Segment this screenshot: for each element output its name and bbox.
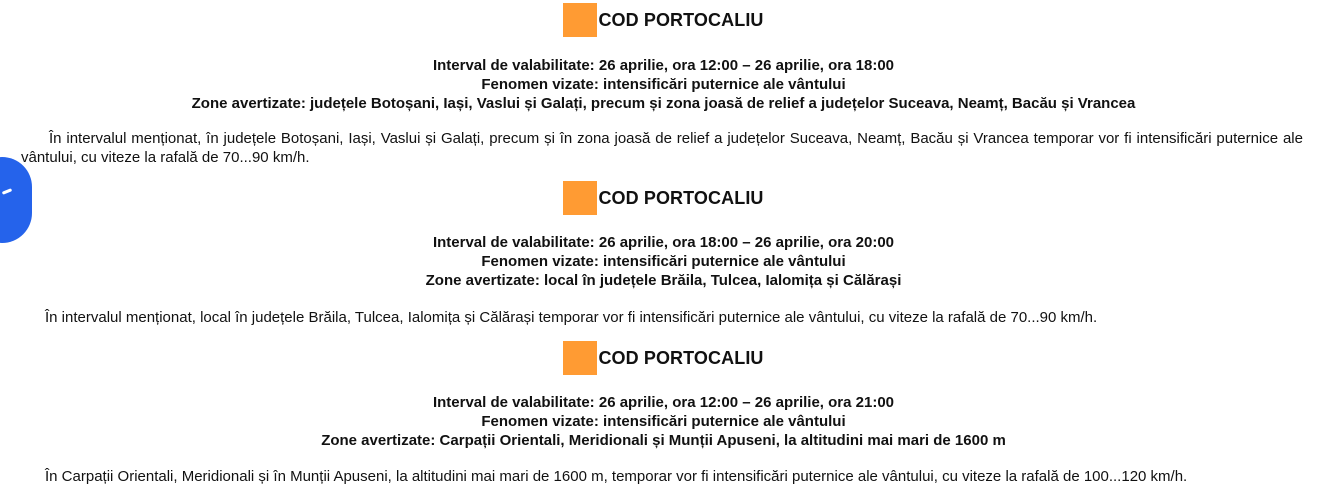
warned-zones: Zone avertizate: Carpații Orientali, Meridionali și Munții Apuseni, la altitudini mai mari de 1600 m [321, 432, 1006, 449]
code-heading [0, 340, 1327, 376]
validity-interval: Interval de valabilitate: 26 aprilie, ora 18:00 – 26 aprilie, ora 20:00 [432, 234, 895, 251]
code-heading [0, 180, 1327, 216]
minus-icon [2, 188, 12, 195]
orange-code-swatch [563, 341, 597, 375]
phenomenon: Fenomen vizate: intensificări puternice ale vântului [481, 253, 846, 270]
code-label: COD PORTOCALIU [598, 187, 764, 208]
orange-code-swatch [563, 181, 597, 215]
orange-code-swatch [563, 3, 597, 37]
warning-description: În intervalul menționat, local în județele Brăila, Tulcea, Ialomița și Călărași temporar vor fi intensificări puternice ale vântului, cu viteze la rafală de 70...90 km/h. [45, 309, 1098, 326]
code-heading [0, 2, 1327, 38]
warning-details [0, 393, 1327, 450]
warned-zones: Zone avertizate: local în județele Brăila, Tulcea, Ialomița și Călărași [425, 272, 902, 289]
validity-interval: Interval de valabilitate: 26 aprilie, ora 12:00 – 26 aprilie, ora 21:00 [432, 394, 895, 411]
code-label: COD PORTOCALIU [598, 347, 764, 368]
warning-block-1 [0, 2, 1327, 166]
warning-description: În intervalul menționat, în județele Botoșani, Iași, Vaslui și Galați, precum și în zona joasă de relief a județelor Suceava, Neamț, Bacău și Vrancea temporar vor fi intensificări puternice ale vântului, cu viteze la rafală de 70...90 km/h. [21, 130, 1303, 166]
floating-action-button[interactable] [0, 157, 32, 243]
warning-details [0, 56, 1327, 113]
phenomenon: Fenomen vizate: intensificări puternice ale vântului [481, 76, 846, 93]
warning-block-3 [0, 340, 1327, 485]
warning-details [0, 233, 1327, 290]
warned-zones: Zone avertizate: județele Botoșani, Iași, Vaslui și Galați, precum și zona joasă de relief a județelor Suceava, Neamț, Bacău și Vrancea [191, 95, 1136, 112]
validity-interval: Interval de valabilitate: 26 aprilie, ora 12:00 – 26 aprilie, ora 18:00 [432, 57, 895, 74]
phenomenon: Fenomen vizate: intensificări puternice ale vântului [481, 413, 846, 430]
code-label: COD PORTOCALIU [598, 9, 764, 30]
warning-block-2 [0, 180, 1327, 326]
warning-description: În Carpații Orientali, Meridionali și în Munții Apuseni, la altitudini mai mari de 1600 m, temporar vor fi intensificări puternice ale vântului, cu viteze la rafală de 100...120 km/h. [45, 468, 1188, 485]
